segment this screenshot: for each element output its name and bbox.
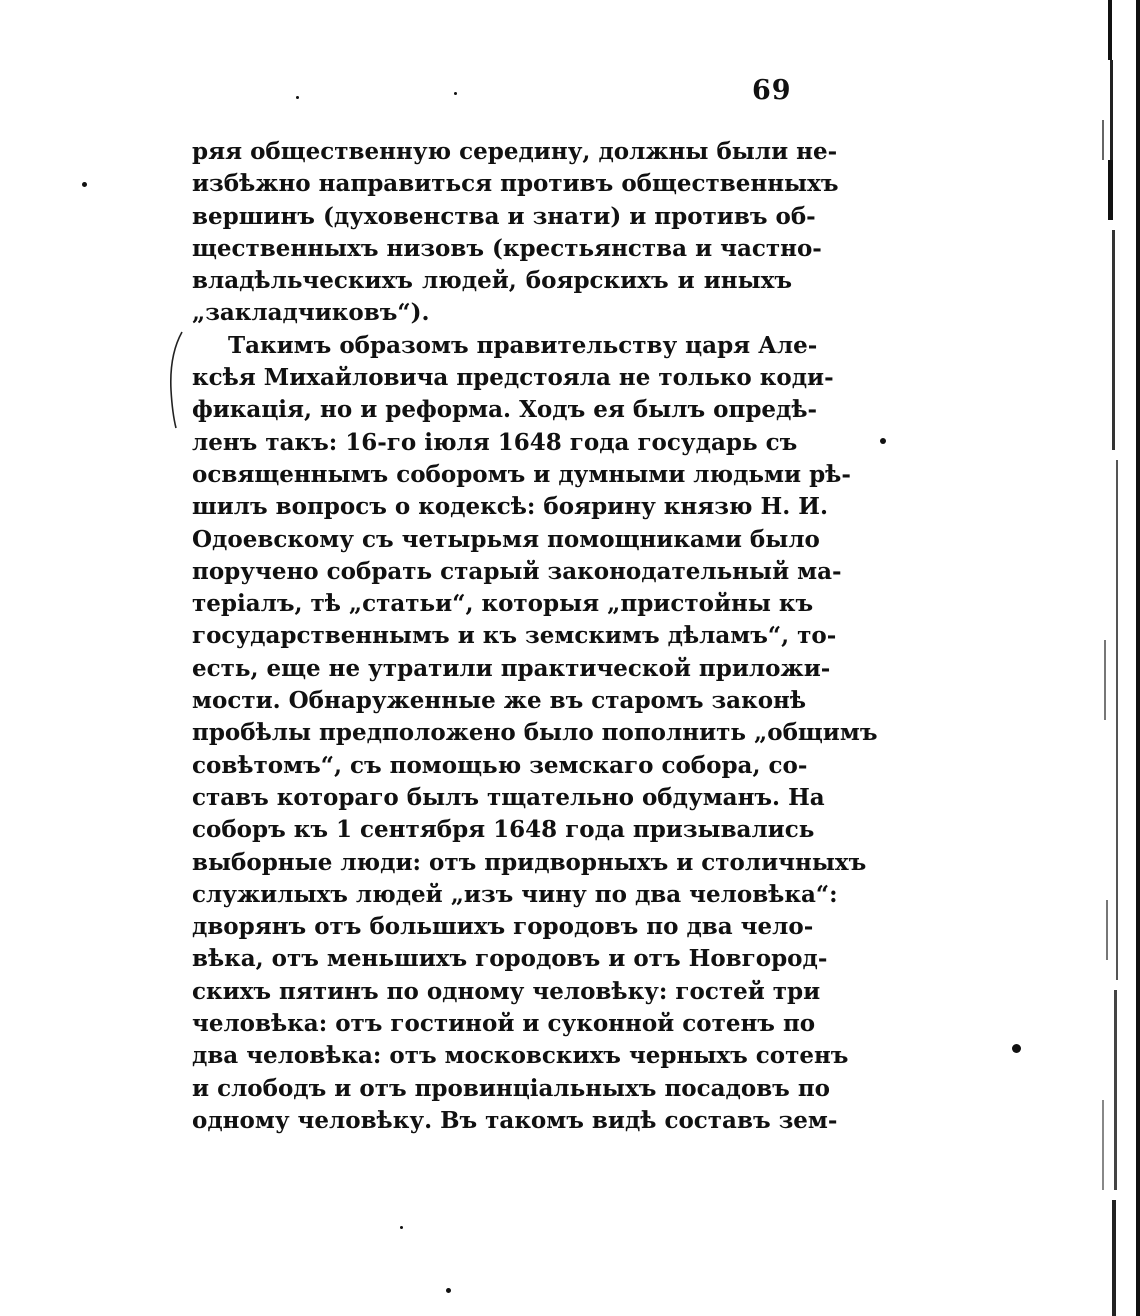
text-line: фикація, но и реформа. Ходъ ея былъ опредѣ- bbox=[192, 396, 818, 424]
text-line: ставъ котораго былъ тщательно обдуманъ. На bbox=[192, 783, 825, 811]
text-line: поручено собрать старый законодательный ма- bbox=[192, 557, 842, 585]
text-line: вершинъ (духовенства и знати) и противъ об- bbox=[192, 202, 816, 230]
text-line: владѣльческихъ людей, боярскихъ и иныхъ bbox=[192, 267, 792, 295]
text-line: два человѣка: отъ московскихъ черныхъ сотенъ bbox=[192, 1042, 849, 1070]
scan-speck bbox=[454, 92, 457, 95]
scan-speck bbox=[82, 182, 87, 187]
text-line: государственнымъ и къ земскимъ дѣламъ“, то- bbox=[192, 622, 837, 650]
body-text bbox=[192, 136, 878, 1137]
text-line: избѣжно направиться противъ общественныхъ bbox=[192, 170, 839, 198]
page-number: 69 bbox=[752, 75, 792, 106]
scan-speck bbox=[296, 96, 299, 99]
text-line: Такимъ образомъ правительству царя Але- bbox=[228, 331, 818, 359]
text-line: дворянъ отъ большихъ городовъ по два чело- bbox=[192, 913, 814, 941]
scan-speck bbox=[1012, 1044, 1021, 1053]
text-line: соборъ къ 1 сентября 1648 года призывались bbox=[192, 816, 815, 844]
text-line: совѣтомъ“, съ помощью земскаго собора, со- bbox=[192, 751, 808, 779]
text-line: ряя общественную середину, должны были не- bbox=[192, 138, 838, 165]
text-line: пробѣлы предположено было пополнить „общимъ bbox=[192, 719, 878, 747]
text-line: шилъ вопросъ о кодексѣ: боярину князю Н. И. bbox=[192, 493, 828, 521]
text-line: человѣка: отъ гостиной и суконной сотенъ по bbox=[192, 1010, 816, 1038]
scan-speck bbox=[400, 1226, 403, 1229]
text-line: и слободъ и отъ провинціальныхъ посадовъ по bbox=[192, 1074, 831, 1102]
text-line: скихъ пятинъ по одному человѣку: гостей три bbox=[192, 977, 821, 1005]
text-line: щественныхъ низовъ (крестьянства и частно- bbox=[192, 234, 822, 262]
text-line: одному человѣку. Въ такомъ видѣ составъ зем- bbox=[192, 1106, 838, 1134]
text-line: освященнымъ соборомъ и думными людьми рѣ- bbox=[192, 460, 851, 488]
margin-bracket-mark bbox=[166, 330, 186, 430]
text-line: выборные люди: отъ придворныхъ и столичныхъ bbox=[192, 848, 867, 876]
text-line: ленъ такъ: 16-го іюля 1648 года государь съ bbox=[192, 428, 798, 456]
text-line: „закладчиковъ“). bbox=[192, 299, 430, 327]
scan-binding-edge bbox=[1078, 0, 1140, 1316]
text-line: теріалъ, тѣ „статьи“, которыя „пристойны къ bbox=[192, 590, 814, 618]
text-line: есть, еще не утратили практической приложи- bbox=[192, 654, 831, 682]
text-line: служилыхъ людей „изъ чину по два человѣка“: bbox=[192, 880, 838, 908]
text-line: Одоевскому съ четырьмя помощниками было bbox=[192, 525, 820, 553]
scan-speck bbox=[880, 438, 886, 444]
scan-speck bbox=[446, 1288, 451, 1293]
text-line: мости. Обнаруженные же въ старомъ законѣ bbox=[192, 687, 807, 715]
text-line: вѣка, отъ меньшихъ городовъ и отъ Новгород- bbox=[192, 945, 828, 973]
text-line: ксѣя Михайловича предстояла не только коди- bbox=[192, 364, 834, 392]
